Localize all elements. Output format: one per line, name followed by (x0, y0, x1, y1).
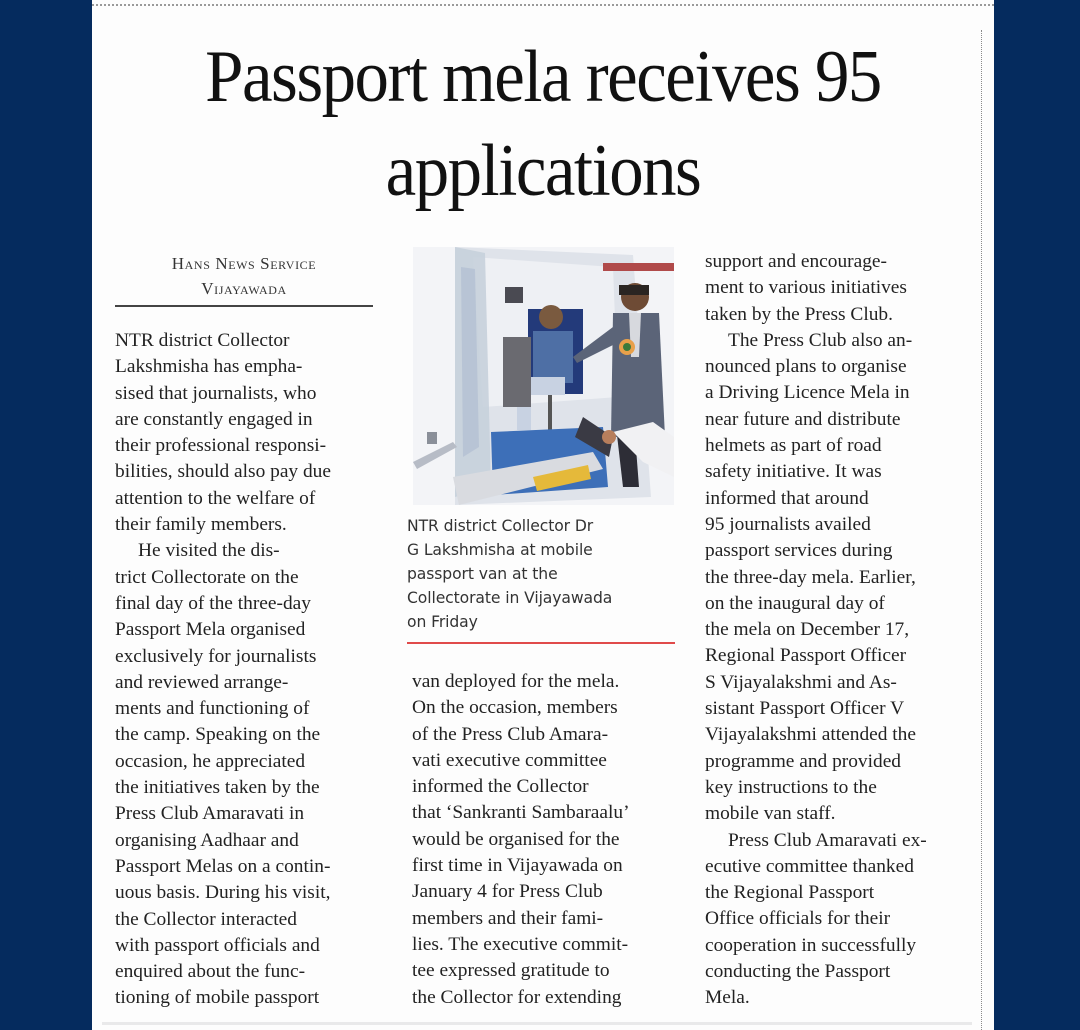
text-line: uous basis. During his visit, (115, 882, 331, 904)
top-dotted-rule (92, 4, 994, 6)
text-line: cooperation in successfully (705, 934, 917, 956)
text-line: Lakshmisha has empha- (115, 356, 303, 378)
text-line: their family members. (115, 514, 287, 536)
article-column-3 (705, 249, 927, 1012)
headline-line-2: applications (385, 130, 701, 212)
text-line: vati executive committee (412, 749, 607, 771)
text-line: sistant Passport Officer V (705, 698, 905, 720)
text-line: and reviewed arrange- (115, 671, 289, 693)
byline-rule (115, 305, 373, 307)
text-line: bilities, should also pay due (115, 461, 331, 483)
text-line: lies. The executive commit- (412, 933, 629, 955)
text-line: support and encourage- (705, 251, 887, 272)
text-line: Press Club Amaravati in (115, 803, 305, 825)
text-line: NTR district Collector (115, 330, 290, 351)
text-line: final day of the three-day (115, 592, 311, 614)
article-column-2 (412, 669, 630, 1011)
text-line: Press Club Amaravati ex- (728, 829, 927, 851)
text-line: key instructions to the (705, 776, 877, 798)
text-line: S Vijayalakshmi and As- (705, 671, 897, 693)
text-line: programme and provided (705, 750, 901, 772)
text-line: the three-day mela. Earlier, (705, 566, 916, 588)
text-line: informed the Collector (412, 776, 589, 798)
photo-mobile-passport-van (413, 247, 674, 505)
text-line: The Press Club also an- (728, 329, 913, 351)
text-line: the camp. Speaking on the (115, 724, 321, 746)
text-line: Mela. (705, 987, 750, 1009)
bottom-edge (102, 1022, 972, 1025)
text-line: Passport Mela organised (115, 619, 306, 641)
text-line: members and their fami- (412, 907, 604, 929)
text-line: Regional Passport Officer (705, 645, 907, 667)
text-line: ments and functioning of (115, 698, 310, 720)
text-line: On the occasion, members (412, 697, 618, 719)
text-line: are constantly engaged in (115, 408, 313, 430)
text-line: trict Collectorate on the (115, 566, 299, 588)
text-line: tee expressed gratitude to (412, 960, 610, 982)
text-line: ecutive committee thanked (705, 855, 914, 877)
text-line: Office officials for their (705, 908, 891, 930)
text-line: that ‘Sankranti Sambaraalu’ (412, 802, 630, 824)
caption-line: on Friday (407, 613, 478, 631)
caption-line: G Lakshmisha at mobile (407, 541, 593, 559)
headline-line-1: Passport mela receives 95 (205, 36, 881, 118)
text-line: the Collector interacted (115, 908, 297, 930)
text-line: the initiatives taken by the (115, 777, 320, 799)
text-line: passport services during (705, 540, 893, 562)
text-line: first time in Vijayawada on (412, 855, 623, 877)
right-dotted-rule (981, 30, 982, 1030)
text-line: a Driving Licence Mela in (705, 382, 910, 404)
byline-location: Vijayawada (201, 279, 287, 298)
text-line: safety initiative. It was (705, 461, 882, 483)
text-line: near future and distribute (705, 408, 901, 430)
text-line: occasion, he appreciated (115, 750, 306, 772)
caption-line: NTR district Collector Dr (407, 517, 594, 535)
text-line: would be organised for the (412, 828, 620, 850)
text-line: of the Press Club Amara- (412, 723, 609, 745)
text-line: organising Aadhaar and (115, 829, 299, 851)
text-line: sised that journalists, who (115, 382, 317, 404)
text-line: tioning of mobile passport (115, 987, 320, 1009)
text-line: with passport officials and (115, 934, 320, 956)
text-line: Vijayalakshmi attended the (705, 724, 916, 746)
text-line: conducting the Passport (705, 961, 891, 983)
text-line: enquired about the func- (115, 961, 306, 983)
headline (124, 30, 963, 218)
text-line: Passport Melas on a contin- (115, 855, 331, 877)
text-line: the Collector for extending (412, 986, 622, 1008)
text-line: their professional responsi- (115, 435, 327, 457)
text-line: the Regional Passport (705, 882, 875, 904)
byline (115, 251, 373, 301)
text-line: nounced plans to organise (705, 356, 907, 378)
text-line: on the inaugural day of (705, 592, 885, 614)
caption-line: Collectorate in Vijayawada (407, 589, 613, 607)
text-line: attention to the welfare of (115, 487, 316, 509)
text-line: mobile van staff. (705, 803, 836, 825)
text-line: exclusively for journalists (115, 645, 317, 667)
photo-caption (407, 514, 677, 634)
byline-agency: Hans News Service (171, 254, 317, 273)
text-line: ment to various initiatives (705, 277, 907, 299)
newspaper-clipping (92, 0, 994, 1030)
text-line: taken by the Press Club. (705, 303, 893, 325)
text-line: 95 journalists availed (705, 513, 871, 535)
article-column-1 (115, 328, 331, 1012)
text-line: the mela on December 17, (705, 619, 910, 641)
caption-line: passport van at the (407, 565, 558, 583)
text-line: January 4 for Press Club (412, 881, 603, 903)
text-line: helmets as part of road (705, 435, 882, 457)
caption-rule (407, 642, 675, 644)
text-line: informed that around (705, 487, 869, 509)
text-line: He visited the dis- (138, 540, 280, 562)
text-line: van deployed for the mela. (412, 671, 620, 692)
